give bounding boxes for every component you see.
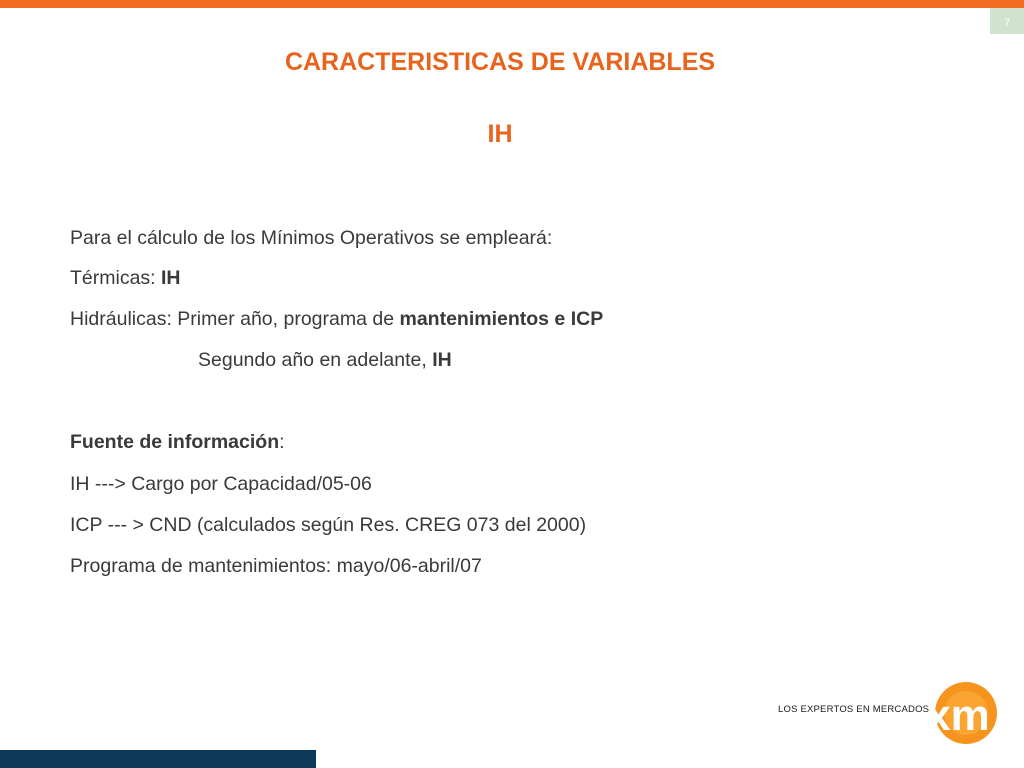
bottom-navy-bar (0, 750, 316, 768)
slide-title: CARACTERISTICAS DE VARIABLES (284, 48, 716, 76)
content-line-segundo-anio (198, 349, 452, 372)
slide-subtitle: IH (487, 120, 513, 148)
content-line-hidraulicas (70, 308, 603, 331)
xm-logo-text: xm (926, 691, 990, 740)
fuente-colon: : (279, 431, 285, 453)
page-number: 7 (990, 8, 1024, 34)
content-line-intro: Para el cálculo de los Mínimos Operativos se empleará: (70, 227, 553, 249)
content-line-icp-source: ICP --- > CND (calculados según Res. CREG 073 del 2000) (70, 514, 587, 536)
segundo-anio-label: Segundo año en adelante, (198, 349, 433, 371)
content-line-ih-source: IH ---> Cargo por Capacidad/05-06 (70, 473, 372, 495)
content-line-termicas (70, 267, 181, 290)
content-line-fuente (70, 431, 285, 454)
brand-tagline: LOS EXPERTOS EN MERCADOS (778, 704, 930, 715)
xm-logo-icon (908, 680, 1004, 746)
termicas-value: IH (161, 267, 181, 289)
fuente-heading: Fuente de información (70, 431, 280, 453)
content-line-mantenimientos: Programa de mantenimientos: mayo/06-abril/07 (70, 555, 482, 577)
termicas-label: Térmicas: (70, 267, 162, 289)
hidraulicas-label: Hidráulicas: Primer año, programa de (70, 308, 400, 330)
hidraulicas-value: mantenimientos e ICP (399, 308, 604, 330)
top-accent-bar (0, 0, 1024, 8)
segundo-anio-value: IH (432, 349, 452, 371)
